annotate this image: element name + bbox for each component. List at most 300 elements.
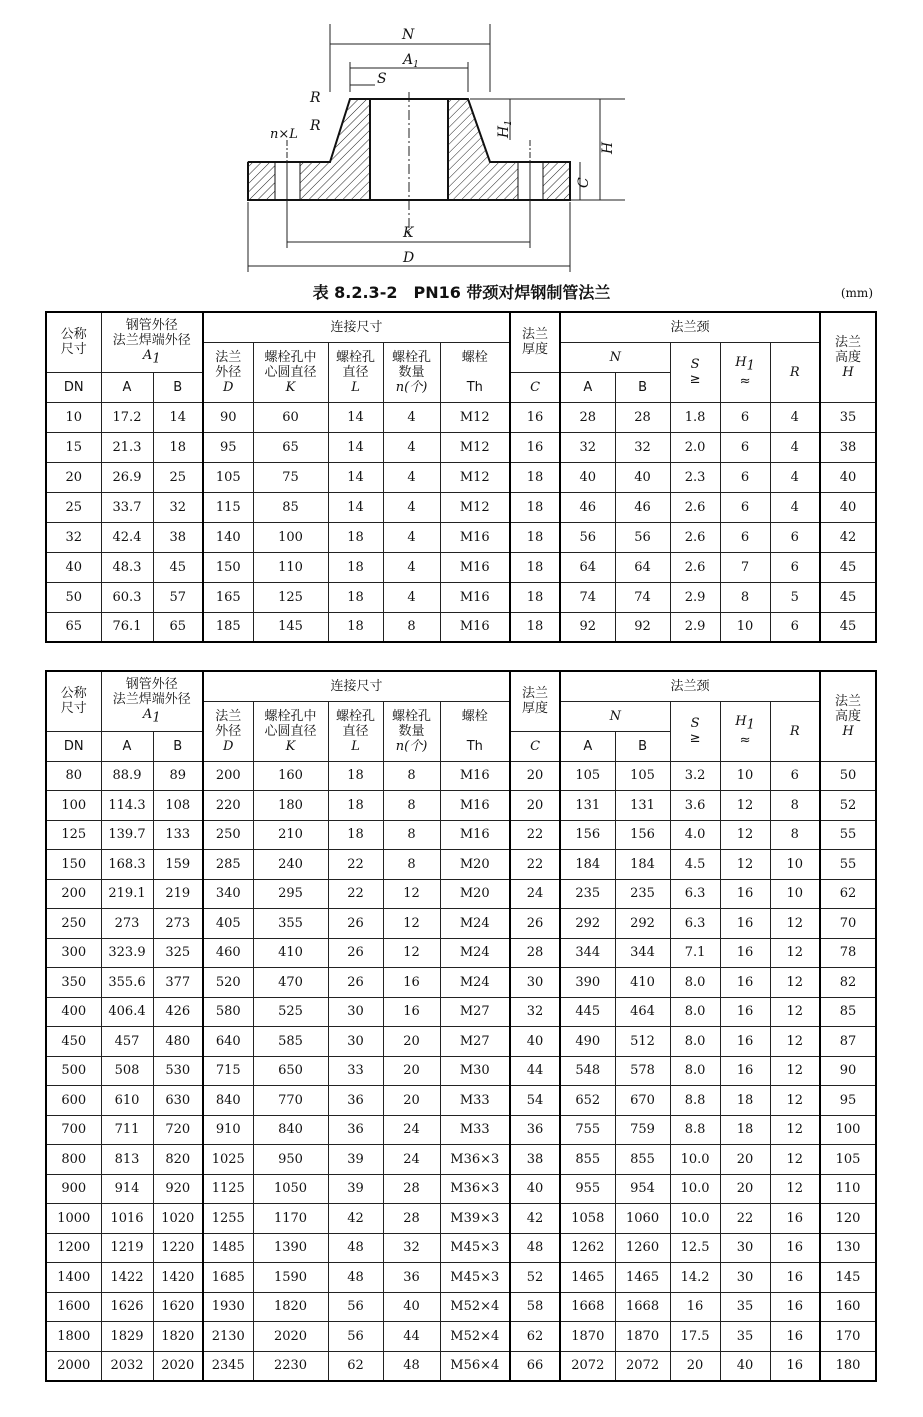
table-cell: 40 [46,552,101,582]
table-cell: 4.0 [670,820,720,850]
table-cell: 32 [510,997,560,1027]
table-cell: 131 [615,791,670,821]
table-cell: 8 [770,791,820,821]
table-cell: 2230 [253,1351,328,1381]
table-cell: 820 [153,1145,203,1175]
table-cell: 66 [510,1351,560,1381]
header2-S: S ≥ [670,701,720,761]
table-cell: 219.1 [101,879,153,909]
table-cell: M16 [440,761,510,791]
table-cell: 4 [383,492,440,522]
table-cell: 580 [203,997,253,1027]
table-cell: 45 [153,552,203,582]
table-cell: 292 [615,909,670,939]
table-cell: 156 [615,820,670,850]
table-cell: 35 [720,1322,770,1352]
table-row [46,1086,876,1116]
table-cell: 300 [46,938,101,968]
table-cell: 48 [328,1263,383,1293]
table-cell: 38 [820,432,876,462]
table-cell: 42 [510,1204,560,1234]
table-cell: 1820 [253,1292,328,1322]
table-cell: 12 [720,820,770,850]
table-cell: 56 [328,1292,383,1322]
label-D: D [403,250,415,266]
table-cell: 26 [328,909,383,939]
table-cell: 35 [820,402,876,432]
table-cell: 16 [720,1056,770,1086]
table-cell: 344 [560,938,615,968]
header-n: 螺栓孔 数量 n(个) [383,342,440,402]
table-cell: 344 [615,938,670,968]
table-cell: 759 [615,1115,670,1145]
table-cell: 10 [770,850,820,880]
table-cell: 400 [46,997,101,1027]
table-cell: 48 [510,1233,560,1263]
table-cell: 16 [383,968,440,998]
table-cell: 16 [720,997,770,1027]
table-cell: M52×4 [440,1322,510,1352]
table-cell: 62 [510,1322,560,1352]
table-cell: 12 [383,938,440,968]
header2-D: 法兰 外径 D [203,701,253,761]
flange-table-part-2 [45,670,877,1382]
header2-connection: 连接尺寸 [203,671,510,701]
table-cell: 105 [560,761,615,791]
table-cell: 50 [820,761,876,791]
table-row [46,522,876,552]
table-cell: 60.3 [101,582,153,612]
table-cell: 16 [770,1351,820,1381]
table-cell: 65 [46,612,101,642]
table-cell: 180 [253,791,328,821]
table-cell: 32 [46,522,101,552]
table-cell: 114.3 [101,791,153,821]
table-cell: 64 [615,552,670,582]
table-cell: 20 [383,1056,440,1086]
table-cell: 650 [253,1056,328,1086]
flange-table-part-1 [45,311,877,643]
table-cell: 28 [560,402,615,432]
table-cell: 323.9 [101,938,153,968]
header2-neck: 法兰颈 [560,671,820,701]
table-cell: 16 [770,1204,820,1234]
table-cell: 42.4 [101,522,153,552]
table-cell: 1125 [203,1174,253,1204]
table-row [46,1204,876,1234]
table-row [46,1056,876,1086]
table-cell: 18 [510,552,560,582]
table-cell: 1465 [615,1263,670,1293]
flange-cross-section-drawing [240,22,616,274]
table-cell: 18 [328,820,383,850]
table-cell: 57 [153,582,203,612]
table-cell: 530 [153,1056,203,1086]
header2-thickness: 法兰 厚度 [510,671,560,731]
table-cell: 100 [46,791,101,821]
table-cell: 92 [560,612,615,642]
table-cell: 28 [383,1174,440,1204]
table-cell: 82 [820,968,876,998]
table-cell: 4 [770,462,820,492]
table-cell: 292 [560,909,615,939]
table-cell: 1016 [101,1204,153,1234]
table-cell: 50 [46,582,101,612]
header2-row-1 [46,671,876,701]
table-cell: 30 [720,1233,770,1263]
table-row [46,1174,876,1204]
table-cell: 470 [253,968,328,998]
label-nxL: n×L [270,127,298,142]
table-cell: 490 [560,1027,615,1057]
table-cell: 4 [383,462,440,492]
table-cell: 74 [615,582,670,612]
table-cell: 1685 [203,1263,253,1293]
table-cell: 460 [203,938,253,968]
table-row [46,938,876,968]
table-cell: 10 [46,402,101,432]
table-cell: M24 [440,909,510,939]
table-cell: 1200 [46,1233,101,1263]
table-cell: 105 [203,462,253,492]
table-cell: 715 [203,1056,253,1086]
table-cell: 55 [820,850,876,880]
table-cell: 4.5 [670,850,720,880]
header-pipe-B: B [153,372,203,402]
table-cell: 954 [615,1174,670,1204]
table-cell: 6.3 [670,879,720,909]
table-cell: 520 [203,968,253,998]
table-cell: 40 [820,492,876,522]
table-cell: 60 [253,402,328,432]
table-cell: 2.9 [670,582,720,612]
table-cell: 4 [383,522,440,552]
header-pipe-A: A [101,372,153,402]
table-cell: 457 [101,1027,153,1057]
table-cell: 20 [46,462,101,492]
table-cell: 40 [615,462,670,492]
table-cell: 6 [720,492,770,522]
table-cell: 22 [510,850,560,880]
table-row [46,1027,876,1057]
table-cell: 12 [770,1056,820,1086]
table-cell: 105 [615,761,670,791]
table-cell: 8 [770,820,820,850]
table-cell: 74 [560,582,615,612]
table-cell: 110 [253,552,328,582]
table-cell: 36 [328,1115,383,1145]
table-2-body [46,761,876,1381]
table-row [46,997,876,1027]
table-row [46,402,876,432]
header-dn-code: DN [46,372,101,402]
table-cell: 1600 [46,1292,101,1322]
table-cell: 640 [203,1027,253,1057]
table-row [46,968,876,998]
table-cell: 12 [770,968,820,998]
header2-R: R [770,701,820,761]
table-cell: 6 [770,522,820,552]
table-cell: 7.1 [670,938,720,968]
table-cell: 18 [153,432,203,462]
header2-n: 螺栓孔 数量 n(个) [383,701,440,761]
table-cell: 10.0 [670,1204,720,1234]
table-cell: 1400 [46,1263,101,1293]
table-cell: 8 [383,791,440,821]
table-cell: M45×3 [440,1233,510,1263]
table-cell: 170 [820,1322,876,1352]
header2-height: 法兰 高度 H [820,671,876,761]
table-row [46,879,876,909]
header-H1: $H_1$ ≈ [720,342,770,402]
table-cell: 1590 [253,1263,328,1293]
table-cell: 1800 [46,1322,101,1352]
table-cell: 578 [615,1056,670,1086]
table-cell: 180 [820,1351,876,1381]
table-cell: 585 [253,1027,328,1057]
header2-N: N [560,701,670,731]
table-cell: 39 [328,1174,383,1204]
header-dn: 公称 尺寸 [46,312,101,372]
table-cell: 150 [203,552,253,582]
table-cell: 18 [720,1086,770,1116]
table-cell: 40 [383,1292,440,1322]
table-cell: M12 [440,492,510,522]
table-cell: 855 [615,1145,670,1175]
table-cell: M12 [440,402,510,432]
table-cell: 2.3 [670,462,720,492]
table-cell: 100 [253,522,328,552]
table-cell: 16 [510,402,560,432]
table-cell: M27 [440,997,510,1027]
table-cell: 1170 [253,1204,328,1234]
table-row [46,492,876,522]
table-cell: 160 [820,1292,876,1322]
table-cell: 125 [253,582,328,612]
table-cell: 235 [615,879,670,909]
table-cell: 18 [510,522,560,552]
table-cell: 44 [510,1056,560,1086]
table-cell: 600 [46,1086,101,1116]
table-row [46,1115,876,1145]
header2-K: 螺栓孔中 心圆直径 K [253,701,328,761]
table-cell: 12 [770,997,820,1027]
table-cell: 100 [820,1115,876,1145]
table-cell: 24 [383,1145,440,1175]
table-cell: 40 [720,1351,770,1381]
header-N: N [560,342,670,372]
table-row [46,582,876,612]
table-cell: 20 [510,761,560,791]
header2-N-A: A [560,731,615,761]
table-cell: 22 [720,1204,770,1234]
table-cell: 508 [101,1056,153,1086]
table-cell: 720 [153,1115,203,1145]
table-cell: 525 [253,997,328,1027]
table-row [46,1233,876,1263]
table-cell: 325 [153,938,203,968]
table-cell: 65 [253,432,328,462]
table-cell: 1420 [153,1263,203,1293]
table-row [46,1322,876,1352]
table-cell: 5 [770,582,820,612]
table-cell: 35 [720,1292,770,1322]
table-cell: 12 [770,1115,820,1145]
table-cell: 85 [820,997,876,1027]
table-cell: 1000 [46,1204,101,1234]
table-cell: 840 [203,1086,253,1116]
table-cell: 10 [770,879,820,909]
table-cell: 405 [203,909,253,939]
table-cell: 52 [820,791,876,821]
table-cell: 80 [46,761,101,791]
table-cell: 62 [328,1351,383,1381]
table-cell: 130 [820,1233,876,1263]
table-cell: 76.1 [101,612,153,642]
table-cell: 26.9 [101,462,153,492]
table-cell: 18 [328,522,383,552]
table-cell: M24 [440,968,510,998]
table-cell: 14.2 [670,1263,720,1293]
table-cell: 285 [203,850,253,880]
header-connection: 连接尺寸 [203,312,510,342]
table-cell: 14 [328,402,383,432]
table-cell: 65 [153,612,203,642]
table-cell: 6 [720,522,770,552]
table-cell: 12 [383,909,440,939]
table-cell: 22 [328,850,383,880]
table-cell: 18 [510,582,560,612]
table-cell: 900 [46,1174,101,1204]
header2-pipe-B: B [153,731,203,761]
table-cell: 159 [153,850,203,880]
table-cell: 2130 [203,1322,253,1352]
table-cell: 1422 [101,1263,153,1293]
table-cell: 8 [383,761,440,791]
table-cell: M36×3 [440,1174,510,1204]
table-cell: 120 [820,1204,876,1234]
header2-pipe: 钢管外径 法兰焊端外径 $A_1$ [101,671,203,731]
table-cell: 3.2 [670,761,720,791]
table-cell: 2032 [101,1351,153,1381]
table-cell: 26 [510,909,560,939]
table-cell: 42 [328,1204,383,1234]
table-cell: 6.3 [670,909,720,939]
table-cell: M16 [440,612,510,642]
table-cell: 20 [510,791,560,821]
table-cell: 115 [203,492,253,522]
table-cell: M16 [440,820,510,850]
table-cell: 2072 [560,1351,615,1381]
table-cell: 18 [328,612,383,642]
table-cell: 340 [203,879,253,909]
table-cell: 150 [46,850,101,880]
table-cell: 8 [383,612,440,642]
table-cell: 156 [560,820,615,850]
table-cell: 1390 [253,1233,328,1263]
table-cell: 2.6 [670,492,720,522]
table-cell: 450 [46,1027,101,1057]
table-cell: 56 [615,522,670,552]
table-cell: 273 [101,909,153,939]
table-cell: 38 [153,522,203,552]
header2-Th: 螺栓 Th [440,701,510,761]
table-cell: 95 [820,1086,876,1116]
table-cell: 950 [253,1145,328,1175]
table-cell: 54 [510,1086,560,1116]
table-cell: 168.3 [101,850,153,880]
table-cell: 4 [383,402,440,432]
table-cell: 1025 [203,1145,253,1175]
table-cell: 90 [820,1056,876,1086]
table-row [46,761,876,791]
table-cell: 184 [560,850,615,880]
table-row [46,909,876,939]
header2-C-sym: C [510,731,560,761]
header-Th: 螺栓 Th [440,342,510,402]
table-cell: 140 [203,522,253,552]
table-cell: 1058 [560,1204,615,1234]
table-cell: 464 [615,997,670,1027]
table-cell: 1060 [615,1204,670,1234]
table-cell: 25 [46,492,101,522]
table-cell: 630 [153,1086,203,1116]
table-cell: 16 [720,879,770,909]
table-row [46,432,876,462]
table-cell: 2020 [253,1322,328,1352]
table-cell: 30 [328,1027,383,1057]
table-cell: 20 [383,1086,440,1116]
table-cell: 4 [383,432,440,462]
header-K: 螺栓孔中 心圆直径 K [253,342,328,402]
table-cell: 45 [820,582,876,612]
table-cell: 6 [720,402,770,432]
header-height: 法兰 高度 H [820,312,876,402]
table-cell: 1930 [203,1292,253,1322]
table-cell: M30 [440,1056,510,1086]
header2-L: 螺栓孔 直径 L [328,701,383,761]
label-R-top: R [310,90,321,106]
table-cell: 273 [153,909,203,939]
table-cell: 38 [510,1145,560,1175]
table-cell: 75 [253,462,328,492]
table-cell: 39 [328,1145,383,1175]
table-cell: 12 [720,791,770,821]
table-cell: 56 [560,522,615,552]
table-cell: 48 [328,1233,383,1263]
table-cell: 18 [328,761,383,791]
table-cell: 1870 [615,1322,670,1352]
table-cell: 26 [328,938,383,968]
table-cell: 1020 [153,1204,203,1234]
table-cell: 18 [328,552,383,582]
table-cell: 12 [720,850,770,880]
table-cell: 16 [720,909,770,939]
table-cell: 46 [615,492,670,522]
table-cell: 55 [820,820,876,850]
table-cell: M36×3 [440,1145,510,1175]
table-cell: 813 [101,1145,153,1175]
table-cell: 4 [770,432,820,462]
table-cell: 8 [383,850,440,880]
table-cell: 110 [820,1174,876,1204]
table-cell: 355 [253,909,328,939]
table-cell: 10 [720,612,770,642]
table-cell: 1260 [615,1233,670,1263]
table-cell: 406.4 [101,997,153,1027]
table-cell: 16 [770,1292,820,1322]
table-cell: 36 [510,1115,560,1145]
